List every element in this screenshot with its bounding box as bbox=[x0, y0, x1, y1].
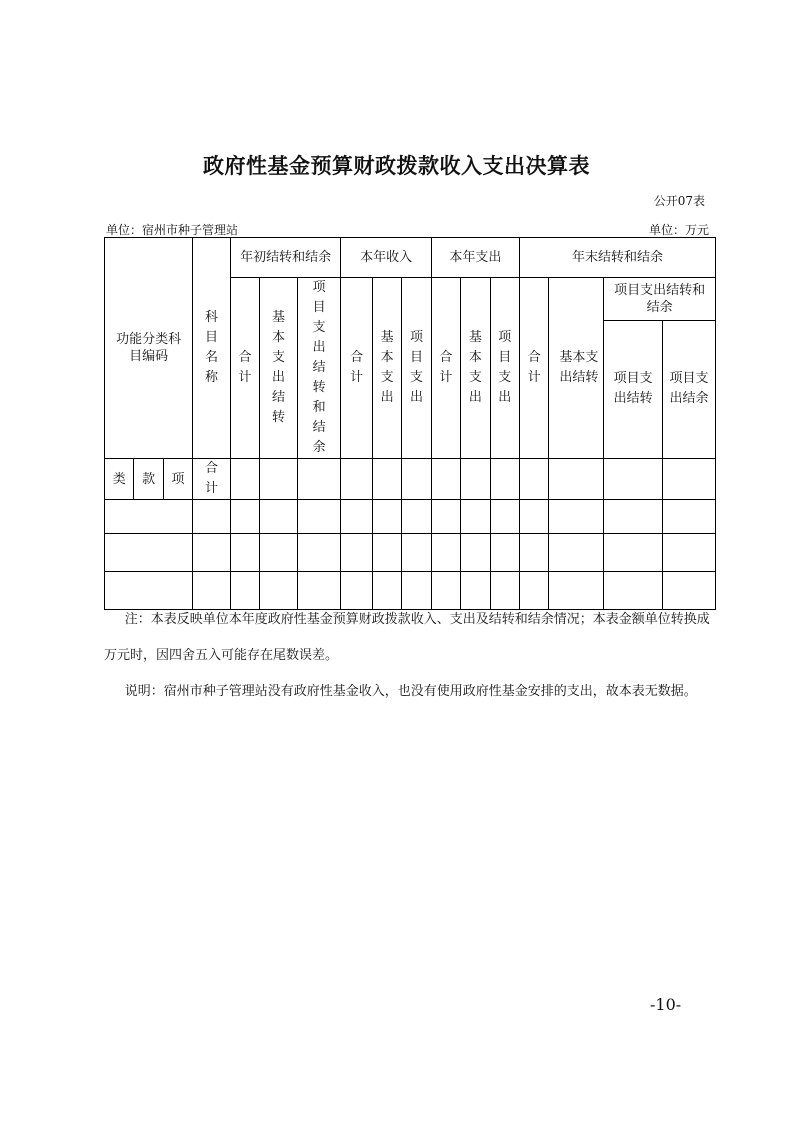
currency-unit: 单位：万元 bbox=[648, 223, 709, 237]
col-income-total: 合计 bbox=[341, 278, 372, 459]
header-annual-expense: 本年支出 bbox=[431, 238, 519, 278]
col-end-total: 合计 bbox=[519, 278, 548, 459]
header-end-project: 项目支出结转和结余 bbox=[604, 278, 716, 321]
col-end-project-carry: 项目支出结转 bbox=[604, 320, 663, 458]
col-expense-total: 合计 bbox=[431, 278, 460, 459]
budget-table bbox=[104, 237, 716, 610]
sub-total: 合计 bbox=[193, 459, 231, 500]
sub-xiang: 项 bbox=[163, 459, 192, 500]
col-income-project: 项目支出 bbox=[402, 278, 431, 459]
table-row bbox=[105, 500, 716, 534]
code-header: 功能分类科目编码 bbox=[105, 238, 193, 459]
reporting-unit: 单位：宿州市种子管理站 bbox=[106, 223, 239, 237]
col-begin-total: 合计 bbox=[230, 278, 259, 459]
header-annual-income: 本年收入 bbox=[341, 238, 431, 278]
page-number: -10- bbox=[650, 995, 682, 1014]
table-row bbox=[105, 534, 716, 572]
col-begin-basic-carry: 基本支出结转 bbox=[260, 278, 298, 459]
table-explanation: 说明：宿州市种子管理站没有政府性基金收入，也没有使用政府性基金安排的支出，故本表无数据。 bbox=[124, 684, 697, 699]
form-number: 公开07表 bbox=[653, 194, 705, 208]
col-end-basic-carry: 基本支出结转 bbox=[549, 278, 604, 459]
header-end-balance: 年末结转和结余 bbox=[519, 238, 715, 278]
header-begin-balance: 年初结转和结余 bbox=[230, 238, 341, 278]
document-title: 政府性基金预算财政拨款收入支出决算表 bbox=[203, 154, 590, 178]
col-expense-basic: 基本支出 bbox=[461, 278, 490, 459]
table-note: 注：本表反映单位本年度政府性基金预算财政拨款收入、支出及结转和结余情况；本表金额单位转换成万元时，因四舍五入可能存在尾数误差。 bbox=[104, 612, 710, 663]
sub-kuan: 款 bbox=[134, 459, 163, 500]
sub-lei: 类 bbox=[105, 459, 134, 500]
col-expense-project: 项目支出 bbox=[490, 278, 519, 459]
name-header: 科目名称 bbox=[193, 238, 231, 459]
col-income-basic: 基本支出 bbox=[372, 278, 401, 459]
col-begin-project-carry-balance: 项目支出结转和结余 bbox=[297, 278, 341, 459]
col-end-project-balance: 项目支出结余 bbox=[663, 320, 716, 458]
